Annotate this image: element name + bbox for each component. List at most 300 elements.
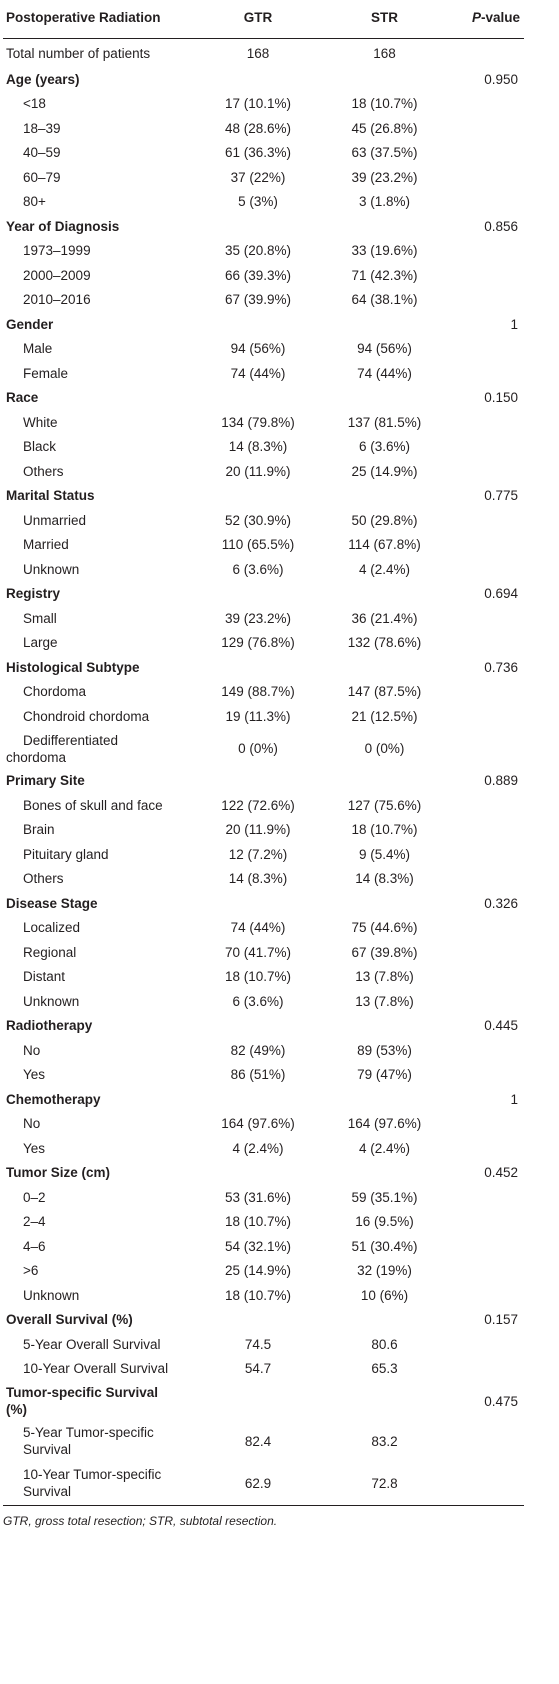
- row-label: >6: [23, 1263, 39, 1279]
- str-value: 127 (75.6%): [347, 797, 422, 813]
- row-label: Male: [23, 341, 53, 357]
- str-value: [317, 655, 452, 680]
- str-value: 164 (97.6%): [347, 1116, 422, 1132]
- str-value: 67 (39.8%): [351, 944, 418, 960]
- table-row: [3, 214, 524, 239]
- table-row: [3, 557, 524, 582]
- p-value: [452, 141, 524, 166]
- gtr-value: 74 (44%): [230, 365, 286, 381]
- p-value: [452, 1210, 524, 1235]
- str-value: 10 (6%): [360, 1287, 409, 1303]
- row-label: Overall Survival (%): [6, 1312, 133, 1328]
- str-value: 89 (53%): [357, 1042, 412, 1058]
- footnote: GTR, gross total resection; STR, subtotal resection.: [3, 1514, 278, 1528]
- gtr-value: 17 (10.1%): [224, 96, 292, 112]
- row-label: Marital Status: [6, 488, 95, 504]
- table-row: [3, 67, 524, 92]
- row-label: 2010–2016: [23, 292, 91, 308]
- table-row: [3, 916, 524, 941]
- table-row: [3, 312, 524, 337]
- p-value: [452, 704, 524, 729]
- row-label-line2: Survival: [23, 1484, 72, 1499]
- row-label: 5-Year Overall Survival: [23, 1336, 161, 1352]
- header-p-italic: P: [471, 10, 481, 25]
- str-value: 18 (10.7%): [351, 96, 418, 112]
- row-label: Chordoma: [23, 684, 87, 700]
- gtr-value: [199, 1308, 317, 1333]
- p-value: [452, 533, 524, 558]
- p-value: 0.326: [484, 895, 518, 911]
- p-value: [452, 557, 524, 582]
- p-value: [452, 263, 524, 288]
- gtr-value: 149 (88.7%): [221, 684, 295, 700]
- gtr-value: [199, 484, 317, 509]
- table-row: [3, 793, 524, 818]
- table-row: [3, 842, 524, 867]
- p-value: [452, 729, 524, 769]
- p-value: 0.475: [484, 1393, 518, 1409]
- table-row: [3, 1259, 524, 1284]
- table-row: [3, 769, 524, 794]
- row-label: Disease Stage: [6, 895, 98, 911]
- row-label: Age (years): [6, 71, 80, 87]
- str-value: 50 (29.8%): [351, 512, 418, 528]
- header-row: [3, 2, 524, 39]
- table-row: [3, 989, 524, 1014]
- table-row: [3, 1038, 524, 1063]
- row-label: Chemotherapy: [6, 1091, 101, 1107]
- str-value: [317, 1087, 452, 1112]
- p-value: 1: [510, 316, 518, 332]
- row-label: 80+: [23, 194, 46, 210]
- table-row: [3, 818, 524, 843]
- table-row: [3, 484, 524, 509]
- str-value: 147 (87.5%): [347, 684, 422, 700]
- str-value: [317, 484, 452, 509]
- str-value: 36 (21.4%): [351, 610, 418, 626]
- table-row: [3, 1283, 524, 1308]
- table-row: [3, 655, 524, 680]
- table-row: [3, 1136, 524, 1161]
- row-label: [3, 1381, 199, 1421]
- p-value: [452, 1283, 524, 1308]
- row-label: 2–4: [23, 1214, 46, 1230]
- str-value: [317, 1381, 452, 1421]
- table-row: [3, 680, 524, 705]
- table-row: [3, 1063, 524, 1088]
- data-table: [3, 2, 524, 1506]
- row-label: Registry: [6, 586, 61, 602]
- table-row: [3, 386, 524, 411]
- row-label: Others: [23, 463, 64, 479]
- str-value: 51 (30.4%): [351, 1238, 418, 1254]
- row-label: 2000–2009: [23, 267, 91, 283]
- p-value: [452, 842, 524, 867]
- p-value: 0.856: [484, 218, 518, 234]
- gtr-value: 168: [246, 45, 270, 61]
- gtr-value: 129 (76.8%): [221, 635, 295, 651]
- table-row: [3, 508, 524, 533]
- row-label: Female: [23, 365, 69, 381]
- str-value: 4 (2.4%): [358, 561, 411, 577]
- gtr-value: [199, 582, 317, 607]
- p-value: [452, 1332, 524, 1357]
- p-value: [452, 1038, 524, 1063]
- gtr-value: [199, 1381, 317, 1421]
- table-row: [3, 141, 524, 166]
- table-row: [3, 631, 524, 656]
- table-row: [3, 337, 524, 362]
- gtr-value: 48 (28.6%): [224, 120, 292, 136]
- str-value: 83.2: [371, 1433, 398, 1449]
- table-row: [3, 1014, 524, 1039]
- table-row: [3, 704, 524, 729]
- p-value: [452, 818, 524, 843]
- row-label: Gender: [6, 316, 54, 332]
- row-label: <18: [23, 96, 46, 112]
- header-p-value: [452, 2, 524, 39]
- p-value: [452, 1357, 524, 1382]
- row-label: Brain: [23, 822, 55, 838]
- table-row: [3, 1185, 524, 1210]
- gtr-value: 25 (14.9%): [224, 1263, 292, 1279]
- p-value: [452, 680, 524, 705]
- table-row: [3, 263, 524, 288]
- p-value: [452, 867, 524, 892]
- row-label: Black: [23, 439, 57, 455]
- str-value: 0 (0%): [364, 741, 405, 756]
- gtr-value: [199, 655, 317, 680]
- p-value: [452, 165, 524, 190]
- row-label: Race: [6, 390, 39, 406]
- str-value: 137 (81.5%): [347, 414, 422, 430]
- table-row: [3, 1332, 524, 1357]
- str-value: 25 (14.9%): [351, 463, 418, 479]
- row-label: Histological Subtype: [6, 659, 140, 675]
- str-value: 59 (35.1%): [351, 1189, 418, 1205]
- p-value: [452, 606, 524, 631]
- row-label: Tumor Size (cm): [6, 1165, 111, 1181]
- gtr-value: 18 (10.7%): [224, 969, 292, 985]
- table-row: [3, 92, 524, 117]
- p-value: 0.452: [484, 1165, 518, 1181]
- gtr-value: 19 (11.3%): [225, 708, 291, 724]
- row-label: Large: [23, 635, 58, 651]
- p-value: [452, 1259, 524, 1284]
- table-row: [3, 435, 524, 460]
- str-value: 14 (8.3%): [355, 871, 414, 887]
- gtr-value: [199, 891, 317, 916]
- row-label: Others: [23, 871, 64, 887]
- row-label-line2: Survival: [23, 1442, 72, 1457]
- str-value: 132 (78.6%): [347, 635, 422, 651]
- gtr-value: 53 (31.6%): [224, 1189, 292, 1205]
- gtr-value: 66 (39.3%): [224, 267, 292, 283]
- str-value: 45 (26.8%): [351, 120, 418, 136]
- p-value: [452, 1234, 524, 1259]
- str-value: 72.8: [317, 1461, 452, 1506]
- p-value: [452, 631, 524, 656]
- table-row: [3, 410, 524, 435]
- row-label: [3, 1461, 199, 1506]
- row-label: White: [23, 414, 58, 430]
- p-value: 0.445: [484, 1018, 518, 1034]
- p-value: [452, 39, 524, 68]
- str-value: 65.3: [371, 1361, 398, 1377]
- table-row: [3, 867, 524, 892]
- table-row: [3, 606, 524, 631]
- table-row: [3, 582, 524, 607]
- p-value: [452, 116, 524, 141]
- gtr-value: 0 (0%): [238, 741, 278, 756]
- gtr-value: 12 (7.2%): [228, 846, 288, 862]
- gtr-value: 54 (32.1%): [224, 1238, 292, 1254]
- p-value: [452, 1112, 524, 1137]
- gtr-value: [199, 1161, 317, 1186]
- row-label: Year of Diagnosis: [6, 218, 120, 234]
- gtr-value: 14 (8.3%): [228, 871, 288, 887]
- gtr-value: 62.9: [199, 1461, 317, 1506]
- row-label: Distant: [23, 969, 66, 985]
- gtr-value: [199, 386, 317, 411]
- gtr-value: 61 (36.3%): [224, 145, 292, 161]
- gtr-value: 18 (10.7%): [224, 1214, 292, 1230]
- str-value: [317, 1014, 452, 1039]
- table-row: [3, 940, 524, 965]
- row-label-line1: Tumor-specific Survival: [6, 1385, 159, 1400]
- table-row: [3, 1357, 524, 1382]
- p-value: [452, 288, 524, 313]
- table-row: [3, 239, 524, 264]
- table-row: [3, 965, 524, 990]
- row-label: 40–59: [23, 145, 61, 161]
- row-label: Pituitary gland: [23, 846, 109, 862]
- table-row: [3, 361, 524, 386]
- row-label: Regional: [23, 944, 77, 960]
- p-value: [452, 1136, 524, 1161]
- str-value: 32 (19%): [357, 1263, 412, 1279]
- table-row: [3, 1234, 524, 1259]
- row-label: 60–79: [23, 169, 61, 185]
- str-value: [317, 1308, 452, 1333]
- gtr-value: 86 (51%): [230, 1067, 286, 1083]
- gtr-value: [199, 312, 317, 337]
- str-value: 9 (5.4%): [358, 846, 411, 862]
- str-value: [317, 1161, 452, 1186]
- gtr-value: 39 (23.2%): [224, 610, 292, 626]
- p-value: [452, 190, 524, 215]
- str-value: [317, 312, 452, 337]
- table-row: [3, 729, 524, 769]
- table-body: [3, 39, 524, 1506]
- row-label: Unmarried: [23, 512, 87, 528]
- row-label-line1: Dedifferentiated: [23, 732, 119, 748]
- row-label: Yes: [23, 1140, 46, 1156]
- p-value: [452, 916, 524, 941]
- gtr-value: 6 (3.6%): [232, 561, 284, 577]
- row-label: Bones of skull and face: [23, 797, 163, 813]
- str-value: 74 (44%): [357, 365, 412, 381]
- row-label: Yes: [23, 1067, 46, 1083]
- gtr-value: 20 (11.9%): [225, 822, 291, 838]
- row-label: No: [23, 1042, 41, 1058]
- p-value: [452, 1461, 524, 1506]
- header-postoperative-radiation: Postoperative Radiation: [3, 2, 199, 39]
- row-label: Total number of patients: [6, 45, 151, 61]
- str-value: 33 (19.6%): [351, 243, 418, 259]
- row-label: Unknown: [23, 561, 80, 577]
- str-value: [317, 769, 452, 794]
- table-row: [3, 1210, 524, 1235]
- table-row: [3, 1381, 524, 1421]
- gtr-value: 35 (20.8%): [224, 243, 292, 259]
- row-label-line2: (%): [6, 1402, 27, 1417]
- row-label: 10-Year Overall Survival: [23, 1361, 169, 1377]
- table-row: [3, 459, 524, 484]
- str-value: 13 (7.8%): [355, 969, 414, 985]
- gtr-value: 5 (3%): [238, 194, 278, 210]
- str-value: 75 (44.6%): [351, 920, 418, 936]
- table-row: [3, 1461, 524, 1506]
- row-label: [3, 729, 199, 769]
- p-value: 0.694: [484, 586, 518, 602]
- gtr-value: 52 (30.9%): [224, 512, 292, 528]
- row-label: 18–39: [23, 120, 61, 136]
- row-label: Chondroid chordoma: [23, 708, 150, 724]
- p-value: [452, 337, 524, 362]
- gtr-value: 70 (41.7%): [224, 944, 292, 960]
- row-label-line2: chordoma: [6, 749, 67, 765]
- gtr-value: 74.5: [244, 1336, 272, 1352]
- gtr-value: 4 (2.4%): [232, 1140, 284, 1156]
- str-value: [317, 386, 452, 411]
- str-value: [317, 891, 452, 916]
- p-value: [452, 1421, 524, 1461]
- str-value: 4 (2.4%): [358, 1140, 411, 1156]
- row-label: Small: [23, 610, 57, 626]
- p-value: [452, 459, 524, 484]
- str-value: 16 (9.5%): [355, 1214, 414, 1230]
- gtr-value: 94 (56%): [230, 341, 286, 357]
- str-value: 18 (10.7%): [351, 822, 418, 838]
- row-label: Localized: [23, 920, 81, 936]
- p-value: [452, 435, 524, 460]
- p-value: [452, 239, 524, 264]
- p-value: 1: [510, 1091, 518, 1107]
- str-value: 168: [373, 45, 396, 61]
- str-value: [317, 214, 452, 239]
- table-row: [3, 288, 524, 313]
- str-value: 63 (37.5%): [351, 145, 418, 161]
- gtr-value: 67 (39.9%): [224, 292, 292, 308]
- table-row: [3, 1308, 524, 1333]
- gtr-value: [199, 1014, 317, 1039]
- str-value: 64 (38.1%): [351, 292, 418, 308]
- p-value: [452, 410, 524, 435]
- table-row: [3, 1112, 524, 1137]
- p-value: 0.736: [484, 659, 518, 675]
- p-value: 0.150: [484, 390, 518, 406]
- row-label: No: [23, 1116, 41, 1132]
- row-label: Unknown: [23, 1287, 80, 1303]
- row-label: 0–2: [23, 1189, 46, 1205]
- gtr-value: 122 (72.6%): [221, 797, 295, 813]
- p-value: 0.889: [484, 773, 518, 789]
- gtr-value: 54.7: [244, 1361, 272, 1377]
- str-value: 79 (47%): [357, 1067, 412, 1083]
- gtr-value: [199, 214, 317, 239]
- gtr-value: 18 (10.7%): [224, 1287, 292, 1303]
- str-value: 94 (56%): [357, 341, 412, 357]
- gtr-value: [199, 769, 317, 794]
- gtr-value: 82.4: [244, 1433, 272, 1449]
- gtr-value: 82 (49%): [230, 1042, 286, 1058]
- str-value: 6 (3.6%): [358, 439, 411, 455]
- gtr-value: 6 (3.6%): [232, 993, 284, 1009]
- table-row: [3, 1421, 524, 1461]
- row-label: Primary Site: [6, 773, 85, 789]
- header-str: STR: [317, 2, 452, 39]
- str-value: [317, 67, 452, 92]
- str-value: 13 (7.8%): [355, 993, 414, 1009]
- row-label: Married: [23, 537, 69, 553]
- p-value: [452, 361, 524, 386]
- gtr-value: 74 (44%): [230, 920, 286, 936]
- p-value: [452, 940, 524, 965]
- table-row: [3, 533, 524, 558]
- p-value: 0.775: [484, 488, 518, 504]
- row-label: [3, 1421, 199, 1461]
- header-p-rest: -value: [480, 10, 520, 25]
- p-value: [452, 793, 524, 818]
- table-row: [3, 116, 524, 141]
- p-value: 0.950: [484, 71, 518, 87]
- p-value: 0.157: [484, 1312, 518, 1328]
- header-gtr: GTR: [199, 2, 317, 39]
- str-value: 71 (42.3%): [351, 267, 418, 283]
- row-label: 4–6: [23, 1238, 46, 1254]
- p-value: [452, 508, 524, 533]
- row-label-line1: 10-Year Tumor-specific: [23, 1467, 162, 1482]
- row-label: Unknown: [23, 993, 80, 1009]
- gtr-value: [199, 67, 317, 92]
- str-value: 39 (23.2%): [351, 169, 418, 185]
- p-value: [452, 1185, 524, 1210]
- gtr-value: 37 (22%): [230, 169, 286, 185]
- gtr-value: [199, 1087, 317, 1112]
- str-value: 80.6: [371, 1336, 398, 1352]
- gtr-value: 14 (8.3%): [228, 439, 288, 455]
- gtr-value: 134 (79.8%): [221, 414, 295, 430]
- p-value: [452, 92, 524, 117]
- str-value: 3 (1.8%): [358, 194, 411, 210]
- table-row: [3, 190, 524, 215]
- row-label-line1: 5-Year Tumor-specific: [23, 1425, 154, 1440]
- table-row: [3, 891, 524, 916]
- str-value: [317, 582, 452, 607]
- table-row: [3, 165, 524, 190]
- table-row: [3, 1161, 524, 1186]
- table-row: [3, 1087, 524, 1112]
- p-value: [452, 1063, 524, 1088]
- gtr-value: 20 (11.9%): [225, 463, 291, 479]
- row-label: 1973–1999: [23, 243, 91, 259]
- table-row: [3, 39, 524, 68]
- row-label: Radiotherapy: [6, 1018, 93, 1034]
- str-value: 21 (12.5%): [351, 708, 418, 724]
- gtr-value: 164 (97.6%): [221, 1116, 295, 1132]
- gtr-value: 110 (65.5%): [221, 537, 295, 553]
